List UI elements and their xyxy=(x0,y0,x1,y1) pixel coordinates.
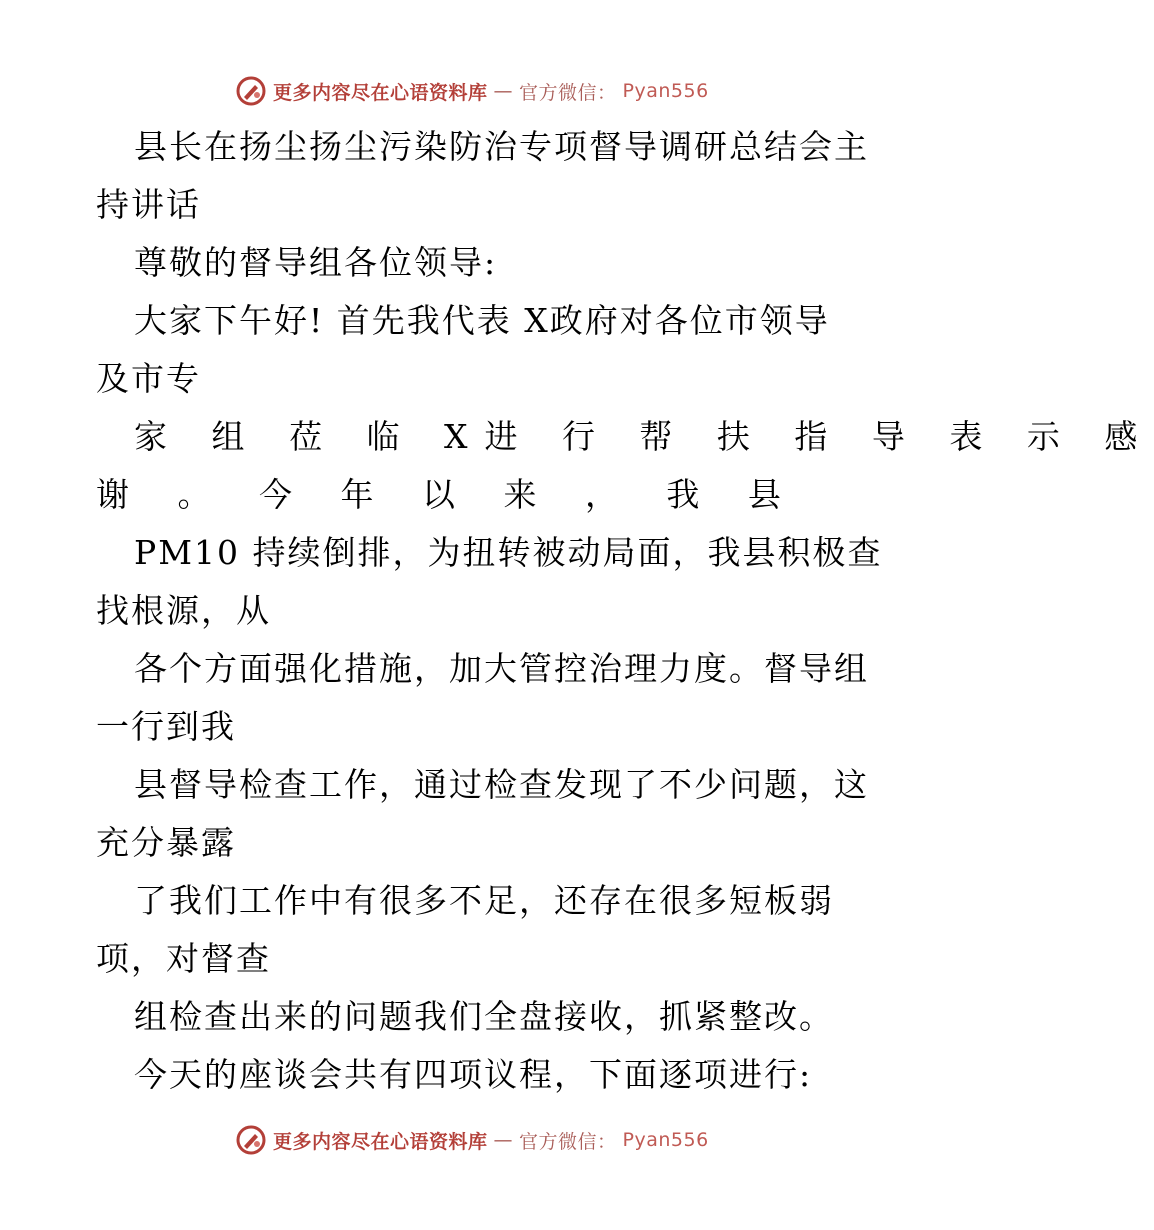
watermark-separator: — xyxy=(493,80,514,102)
paragraph-line: 大家下午好! 首先我代表 X政府对各位市领导 xyxy=(134,301,830,340)
title-line-2: 持讲话 xyxy=(96,185,201,224)
brand-logo-icon xyxy=(235,75,267,107)
document-body xyxy=(96,118,1154,1104)
paragraph-line: 了我们工作中有很多不足，还存在很多短板弱 xyxy=(134,881,834,920)
paragraph-line: 充分暴露 xyxy=(96,823,236,862)
salutation-line: 尊敬的督导组各位领导: xyxy=(134,243,498,282)
footer-watermark xyxy=(235,1120,709,1160)
watermark-text: 更多内容尽在心语资料库 xyxy=(273,1130,488,1153)
paragraph-line: PM10 持续倒排，为扭转被动局面，我县积极查 xyxy=(134,533,883,572)
paragraph-line: 县督导检查工作，通过检查发现了不少问题，这 xyxy=(134,765,869,804)
brand-logo-icon xyxy=(235,1124,267,1156)
watermark-id: Pyan556 xyxy=(622,1129,709,1151)
watermark-suffix: 官方微信： xyxy=(519,81,617,104)
paragraph-line: 家 组 莅 临 X进 行 帮 扶 指 导 表 示 感 xyxy=(134,417,1154,456)
paragraph-line: 今天的座谈会共有四项议程，下面逐项进行: xyxy=(134,1055,813,1094)
watermark-text: 更多内容尽在心语资料库 xyxy=(273,81,488,104)
watermark-separator: — xyxy=(493,1129,514,1151)
watermark-id: Pyan556 xyxy=(622,80,709,102)
paragraph-line: 找根源，从 xyxy=(96,591,271,630)
paragraph-line: 谢 。 今 年 以 来 ， 我 县 xyxy=(96,475,800,514)
paragraph-line: 组检查出来的问题我们全盘接收，抓紧整改。 xyxy=(134,997,834,1036)
header-watermark xyxy=(235,71,709,111)
paragraph-line: 项，对督查 xyxy=(96,939,271,978)
title-line-1: 县长在扬尘扬尘污染防治专项督导调研总结会主 xyxy=(134,127,869,166)
paragraph-line: 及市专 xyxy=(96,359,201,398)
paragraph-line: 各个方面强化措施，加大管控治理力度。督导组 xyxy=(134,649,869,688)
watermark-suffix: 官方微信： xyxy=(519,1130,617,1153)
paragraph-line: 一行到我 xyxy=(96,707,236,746)
